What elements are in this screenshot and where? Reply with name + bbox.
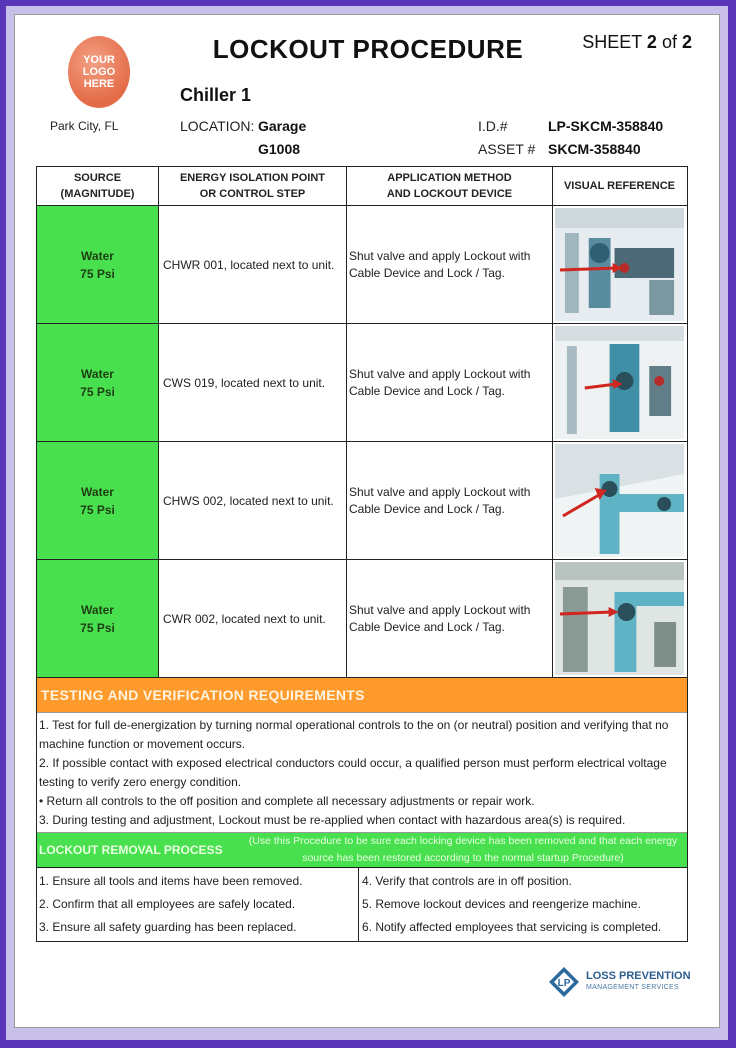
removal-steps-left (37, 868, 359, 941)
company-logo: YOUR LOGO HERE (68, 36, 130, 108)
header-method: APPLICATION METHOD AND LOCKOUT DEVICE (347, 167, 553, 205)
source-cell: Water 75 Psi (37, 442, 159, 559)
isolation-point-cell: CHWR 001, located next to unit. (159, 206, 347, 323)
table-row (37, 560, 687, 678)
isolation-point-cell: CHWS 002, located next to unit. (159, 442, 347, 559)
removal-note: (Use this Procedure to be sure each locking device has been removed and that each energy source has been restored according to the normal startup Procedure) (248, 835, 678, 864)
removal-step: 1. Ensure all tools and items have been removed. (39, 874, 303, 888)
testing-line: • Return all controls to the off position and complete all necessary adjustments or repair work. (39, 794, 535, 808)
location-code: G1008 (258, 141, 301, 157)
removal-steps-right (359, 868, 687, 941)
method-cell: Shut valve and apply Lockout with Cable Device and Lock / Tag. (347, 442, 553, 559)
location-value: Garage (258, 118, 307, 134)
brand-name: LOSS PREVENTION (586, 970, 691, 982)
asset-value: SKCM-358840 (548, 141, 641, 157)
source-cell: Water 75 Psi (37, 560, 159, 677)
visual-reference-photo (553, 206, 686, 323)
lockout-table (36, 166, 688, 942)
visual-reference-photo (553, 442, 686, 559)
sheet-number: SHEET 2 of 2 (582, 32, 692, 52)
page-title: LOCKOUT PROCEDURE (212, 34, 524, 64)
equipment-name: Chiller 1 (180, 85, 252, 105)
testing-requirements (37, 713, 687, 832)
testing-line: 2. If possible contact with exposed electrical conductors could occur, a qualified person must perform electrical voltage testing to verify zero energy condition. (39, 756, 667, 789)
header-visual: VISUAL REFERENCE (563, 180, 676, 192)
id-label: I.D.# (478, 118, 508, 134)
brand-logo (548, 966, 691, 998)
removal-step: 5. Remove lockout devices and reengerize machine. (362, 897, 641, 911)
method-cell: Shut valve and apply Lockout with Cable Device and Lock / Tag. (347, 560, 553, 677)
testing-line: 3. During testing and adjustment, Lockout must be re-applied when contact with hazardous area(s) is required. (39, 813, 626, 827)
table-row (37, 442, 687, 560)
removal-step: 6. Notify affected employees that servicing is completed. (362, 920, 662, 934)
source-cell: Water 75 Psi (37, 324, 159, 441)
table-row (37, 206, 687, 324)
removal-step: 3. Ensure all safety guarding has been replaced. (39, 920, 297, 934)
removal-step: 4. Verify that controls are in off position. (362, 874, 572, 888)
header-source: SOURCE (MAGNITUDE) (37, 167, 159, 205)
lp-diamond-icon (548, 966, 580, 998)
method-cell: Shut valve and apply Lockout with Cable Device and Lock / Tag. (347, 324, 553, 441)
table-header (37, 167, 687, 206)
table-row (37, 324, 687, 442)
removal-section-title: LOCKOUT REMOVAL PROCESS (39, 843, 223, 857)
brand-mark: LP (557, 978, 571, 989)
isolation-point-cell: CWS 019, located next to unit. (159, 324, 347, 441)
asset-label: ASSET # (478, 141, 536, 157)
method-cell: Shut valve and apply Lockout with Cable Device and Lock / Tag. (347, 206, 553, 323)
removal-section-header (37, 832, 687, 868)
visual-reference-photo (553, 560, 686, 677)
removal-step: 2. Confirm that all employees are safely located. (39, 897, 296, 911)
city-label: Park City, FL (50, 119, 119, 133)
id-value: LP-SKCM-358840 (548, 118, 664, 134)
visual-reference-photo (553, 324, 686, 441)
location-label: LOCATION: (180, 118, 255, 134)
brand-subtitle: MANAGEMENT SERVICES (586, 984, 679, 991)
testing-line: 1. Test for full de-energization by turning normal operational controls to the on (or neutral) position and verifying that no machine function or movement occurs. (39, 718, 669, 751)
isolation-point-cell: CWR 002, located next to unit. (159, 560, 347, 677)
testing-section-title: TESTING AND VERIFICATION REQUIREMENTS (37, 678, 687, 713)
header-point: ENERGY ISOLATION POINT OR CONTROL STEP (159, 167, 347, 205)
source-cell: Water 75 Psi (37, 206, 159, 323)
removal-steps (37, 868, 687, 941)
